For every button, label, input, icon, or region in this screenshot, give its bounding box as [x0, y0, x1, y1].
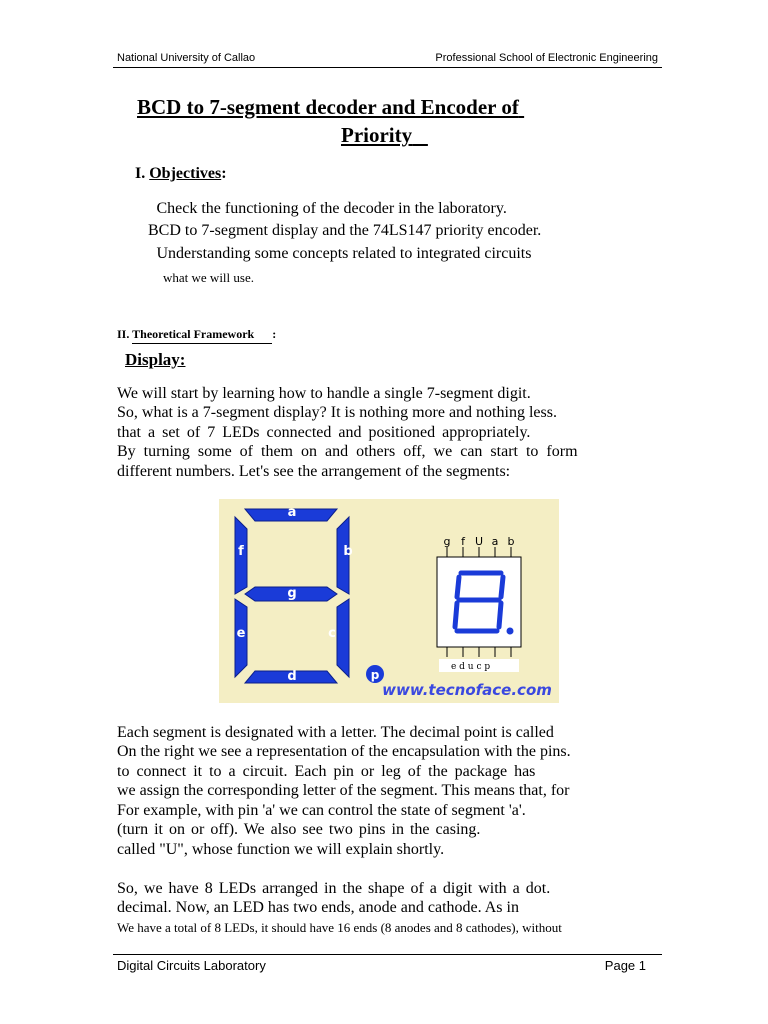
section2-colon: : [272, 327, 277, 341]
segment-label-g: g [287, 586, 297, 601]
page-number: Page 1 [604, 958, 646, 973]
title-underline-pad [519, 95, 601, 120]
segment-label-f: f [238, 544, 244, 559]
pin-label-a: a [491, 535, 499, 548]
objective-bullet-1-cont: BCD to 7-segment display and the 74LS147 priority encoder. [148, 222, 542, 239]
bottom-pin-labels: e d u c p [451, 662, 491, 672]
paragraph-line: So, what is a 7-segment display? It is nothing more and nothing less. [117, 404, 557, 421]
pin-label-f: f [461, 535, 465, 548]
paragraph-line: decimal. Now, an LED has two ends, anode and cathode. As in [117, 899, 519, 916]
paragraph-line: For example, with pin 'a' we can control the state of segment 'a'. [117, 802, 526, 819]
segment-label-c: c [328, 626, 336, 641]
paragraph-line: On the right we see a representation of the encapsulation with the pins. [117, 743, 571, 760]
segment-label-a: a [287, 505, 297, 520]
page-title-line1 [137, 95, 601, 120]
title-text-2: Priority [341, 123, 413, 147]
section1-colon: : [221, 165, 227, 182]
section1-title: Objectives [149, 165, 222, 182]
objective-bullet-1: Check the functioning of the decoder in the laboratory. [140, 200, 491, 217]
footer-rule [113, 954, 662, 955]
section1-number: I. [135, 165, 146, 182]
display-subheading: Display: [125, 350, 186, 369]
pin-label-u: U [474, 535, 484, 548]
objective-bullet-2-cont: what we will use. [163, 270, 254, 285]
paragraph-line: We have a total of 8 LEDs, it should have 16 ends (8 anodes and 8 cathodes), without [117, 920, 562, 935]
title-text-1: BCD to 7-segment decoder and Encoder of [137, 95, 519, 119]
paragraph-line: that a set of 7 LEDs connected and positioned appropriately. [117, 424, 531, 441]
objective-bullet-2: Understanding some concepts related to integrated circuits [140, 245, 515, 262]
title-underline-pad-2 [412, 123, 428, 147]
seven-segment-diagram [219, 499, 559, 703]
segment-label-p: p [370, 668, 380, 682]
page-title-line2 [341, 123, 428, 148]
segment-label-e: e [236, 626, 246, 641]
section-objectives-heading [135, 165, 227, 183]
paragraph-line: different numbers. Let's see the arrangement of the segments: [117, 463, 511, 480]
pin-label-b: b [507, 535, 515, 548]
section2-title: Theoretical Framework [132, 327, 272, 344]
paragraph-line: we assign the corresponding letter of the segment. This means that, for [117, 782, 570, 799]
segment-label-d: d [287, 669, 297, 684]
paragraph-line: called "U", whose function we will explain shortly. [117, 841, 445, 858]
header-right: Professional School of Electronic Engineering [435, 52, 658, 64]
header-left: National University of Callao [117, 52, 256, 64]
package-decimal-dot [507, 628, 514, 635]
paragraph-line: Each segment is designated with a letter. The decimal point is called [117, 724, 554, 741]
paragraph-line: to connect it to a circuit. Each pin or leg of the package has [117, 763, 536, 780]
paragraph-line: (turn it on or off). We also see two pins in the casing. [117, 821, 481, 838]
section2-number: II. [117, 327, 130, 341]
footer-left: Digital Circuits Laboratory [117, 958, 266, 973]
paragraph-line: So, we have 8 LEDs arranged in the shape of a digit with a dot. [117, 880, 551, 897]
header-rule [113, 67, 662, 68]
pin-label-g: g [443, 535, 451, 548]
segment-label-b: b [343, 544, 353, 559]
watermark-text: www.tecnoface.com [382, 681, 552, 699]
segment-c-shape [337, 599, 349, 677]
paragraph-line: We will start by learning how to handle a single 7-segment digit. [117, 385, 531, 402]
paragraph-line: By turning some of them on and others off, we can start to form [117, 443, 578, 460]
section-framework-heading [117, 327, 276, 342]
seven-segment-figure [219, 499, 559, 703]
